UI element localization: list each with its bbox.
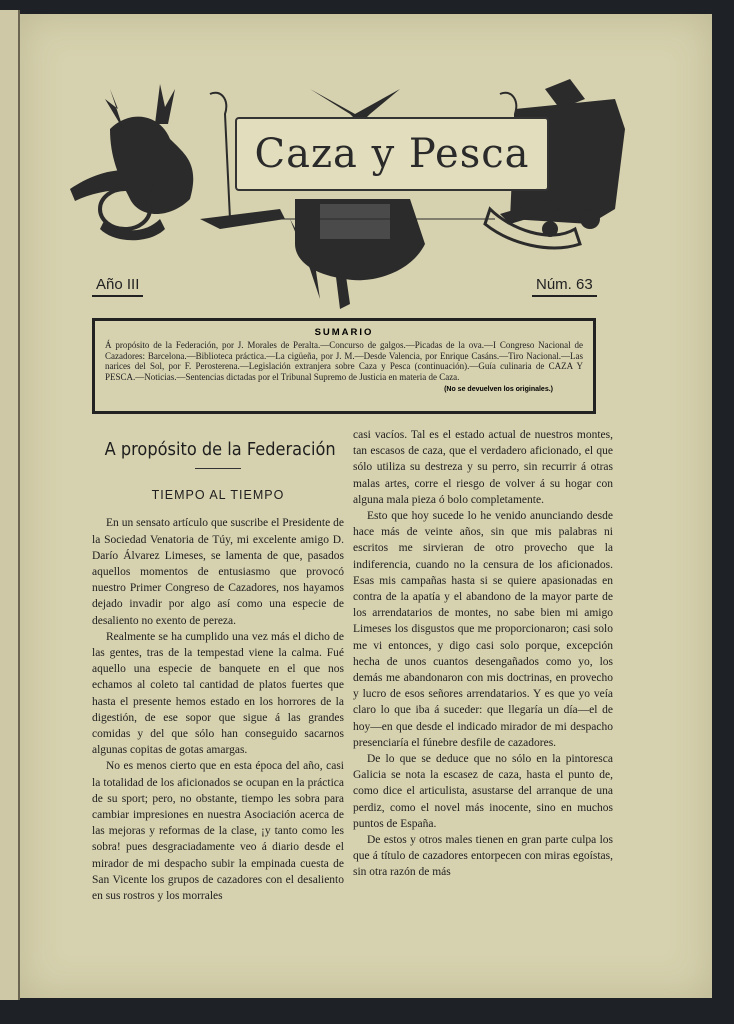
paragraph: Realmente se ha cumplido una vez más el dicho de las gentes, tras de la tempestad viene la calma. Fué aquello una especie de banquete en el que nos echamos al coleto tal cantidad de platos fuertes que hasta el presente hemos estado en los horrores de la digestión, de ese sopor que sigue á las grandes comidas y del que sólo han conseguido sacarnos algunas copitas de gotas amargas. [92, 630, 344, 757]
article-column-right [353, 427, 613, 881]
magazine-title: Caza y Pesca [254, 131, 530, 177]
article-subtitle: TIEMPO AL TIEMPO [151, 488, 285, 503]
paragraph: De estos y otros males tienen en gran parte culpa los que á título de cazadores entorpecen con miras egoístas, sin otra razón de más [353, 834, 613, 879]
paragraph: Esto que hoy sucede lo he venido anunciando desde hace más de veinte años, sin que mis palabras ni escritos me sirvieran de otro provecho que la indiferencia, cuando no la censura de los aficionados. Esas mis campañas hasta si se quiere apasionadas en contra de la apatía y el abandono de la mayor parte de los arrendatarios de montes, no sabe bien mi amigo Limeses los disgustos que me proporcionaron; casi solo me vi entonces, y digo casi solo porque, excepción hecha de unos cuantos desengañados como yo, los demás me abandonaron con mis doctrinas, en provecho y lucro de esos señores arrendatarios. Y es que yo veía claro lo que iba á suceder: que llegaría un día—el de hoy—en que desde el indicado mirador de mi despacho presenciaría el fúnebre desfile de cazadores. [353, 510, 613, 749]
summary-box [92, 318, 596, 414]
summary-text: Á propósito de la Federación, por J. Morales de Peralta.—Concurso de galgos.—Picadas de la ova.—I Congreso Nacional de Cazadores: Barcelona.—Biblioteca práctica.—La cigüeña, por J. M.—Desde Valencia, por Enrique Casáns.—Tiro Nacional.—Las narices del Sol, por F. Perosterena.—Legislación extranjera sobre Caza y Pesca (continuación).—Guía culinaria de CAZA Y PESCA.—Noticias.—Sentencias dictadas por el Tribunal Supremo de Justicia en materia de Caza. [105, 340, 583, 382]
paragraph: casi vacíos. Tal es el estado actual de nuestros montes, tan escasos de caza, que el verdadero aficionado, el que sólo utiliza su destreza y su perro, sin recurrir á otras malas artes, corre el riesgo de volver á su hogar con alguna mala pieza ó bolo completamente. [353, 429, 613, 506]
summary-note: (No se devuelven los originales.) [444, 386, 553, 393]
title-divider [195, 468, 241, 469]
summary-heading: SUMARIO [314, 327, 374, 338]
article-title: A propósito de la Federación [104, 439, 336, 460]
title-banner [235, 117, 549, 191]
paragraph: En un sensato artículo que suscribe el Presidente de la Sociedad Venatoria de Túy, mi excelente amigo D. Darío Álvarez Limeses, se lamenta de que, pasados aquellos momentos de entusiasmo que provocó nuestro Primer Congreso de Cazadores, nos hayamos dejado invadir por algo así como una especie de desaliento no exento de pereza. [92, 517, 344, 627]
magazine-page [20, 14, 712, 998]
article-column-left [92, 434, 344, 904]
previous-page-edge [0, 10, 20, 1000]
paragraph: No es menos cierto que en esta época del año, casi la totalidad de los aficionados se ocupan en la práctica de su sport; pero, no obstante, tiempo les sobra para cambiar impresiones en nuestra Asociación acerca de las mejoras y reformas de la clase, ¡y tanto como les sobra! pues desgraciadamente veo á diario desde el mirador de mi despacho subir la empinada cuesta de San Vicente los grupos de cazadores con el desaliento en sus rostros y los morrales [92, 760, 344, 903]
issue-number: Núm. 63 [532, 276, 597, 297]
paragraph: De lo que se deduce que no sólo en la pintoresca Galicia se nota la escasez de caza, hasta el punto de, como dice el articulista, asustarse del arranque de una perdiz, como el novel más inocente, sino en muchos puntos de España. [353, 753, 613, 830]
issue-year: Año III [92, 276, 143, 297]
